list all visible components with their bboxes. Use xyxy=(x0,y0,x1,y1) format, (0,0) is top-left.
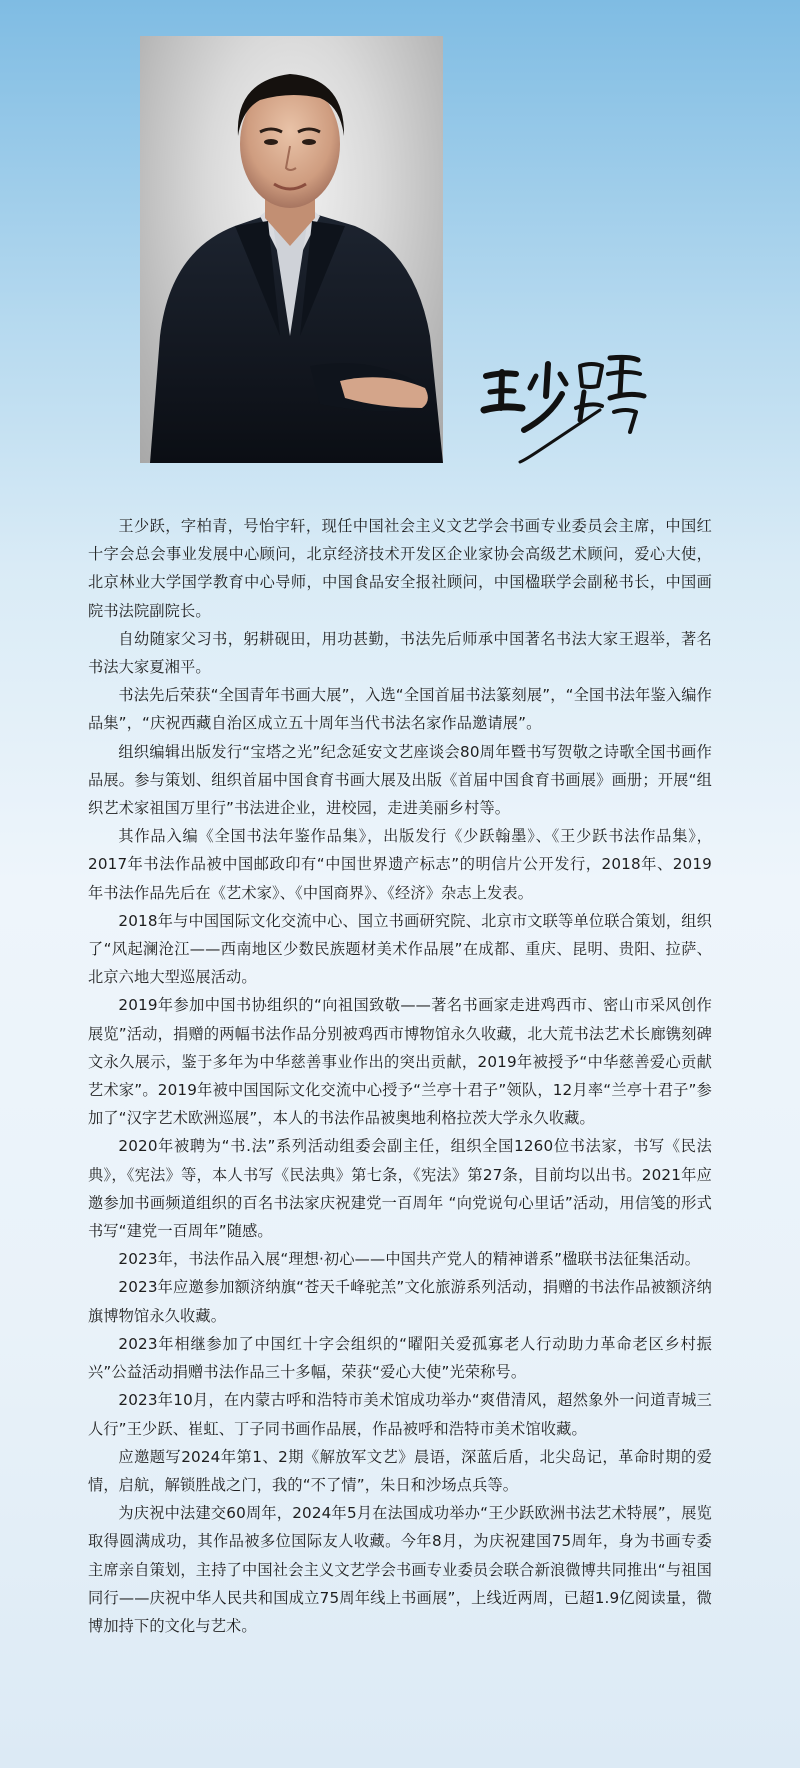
bio-paragraph-2018: 2018年与中国国际文化交流中心、国立书画研究院、北京市文联等单位联合策划，组织了“风起澜沧江——西南地区少数民族题材美术作品展”在成都、重庆、昆明、贵阳、拉萨、北京六地大型巡展活动。 xyxy=(88,911,712,987)
bio-paragraph-2023-red-cross: 2023年相继参加了中国红十字会组织的“曜阳关爱孤寡老人行动助力革命老区乡村振兴”公益活动捐赠书法作品三十多幅，荣获“爱心大使”光荣称号。 xyxy=(88,1334,712,1382)
portrait-illustration xyxy=(140,36,443,463)
bio-paragraph-2024-inscriptions: 应邀题写2024年第1、2期《解放军文艺》晨语，深蓝后盾，北尖岛记，革命时期的爱情，启航，解锁胜战之门，我的“不了情”，朱日和沙场点兵等。 xyxy=(88,1447,712,1494)
biography-text xyxy=(88,512,712,1640)
bio-paragraph-2023-hohhot: 2023年10月，在内蒙古呼和浩特市美术馆成功举办“爽借清风，超然象外一问道青城三人行”王少跃、崔虹、丁子同书画作品展，作品被呼和浩特市美术馆收藏。 xyxy=(88,1391,712,1438)
bio-paragraph-2024-france: 为庆祝中法建交60周年，2024年5月在法国成功举办“王少跃欧洲书法艺术特展”，展览取得圆满成功，其作品被多位国际友人收藏。今年8月，为庆祝建国75周年，身为书画专委主席亲自策划，主持了中国社会主义文艺学会书画专业委员会联合新浪微博共同推出“与祖国同行——庆祝中华人民共和国成立75周年线上书画展”，上线近两周，已超1.9亿阅读量，微博加持下的文化与艺术。 xyxy=(88,1504,712,1635)
bio-paragraph-publications: 其作品入编《全国书法年鉴作品集》，出版发行《少跃翰墨》、《王少跃书法作品集》，2017年书法作品被中国邮政印有“中国世界遗产标志”的明信片公开发行，2018年、2019年书法作品先后在《艺术家》、《中国商界》、《经济》杂志上发表。 xyxy=(88,827,712,902)
calligraphy-signature xyxy=(480,350,650,465)
bio-paragraph-2020-2021: 2020年被聘为“书.法”系列活动组委会副主任，组织全国1260位书法家，书写《民法典》，《宪法》等，本人书写《民法典》第七条，《宪法》第27条，目前均以出书。2021年应邀参加书画频道组织的百名书法家庆祝建党一百周年 “向党说句心里话”活动，用信笺的形式书写“建党一百周年”随感。 xyxy=(88,1137,712,1241)
bio-paragraph-exhibitions-organized: 组织编辑出版发行“宝塔之光”纪念延安文艺座谈会80周年暨书写贺敬之诗歌全国书画作品展。参与策划、组织首届中国食育书画大展及出版《首届中国食育书画展》画册；开展“组织艺术家祖国万里行”书法进企业，进校园，走进美丽乡村等。 xyxy=(88,742,712,818)
bio-paragraph-2023-ejina: 2023年应邀参加额济纳旗“苍天千峰驼羔”文化旅游系列活动，捐赠的书法作品被额济纳旗博物馆永久收藏。 xyxy=(88,1278,712,1325)
portrait-photo xyxy=(140,36,443,463)
signature-brush-strokes xyxy=(480,350,650,465)
bio-paragraph-training: 自幼随家父习书，躬耕砚田，用功甚勤，书法先后师承中国著名书法大家王遐举，著名书法大家夏湘平。 xyxy=(88,629,712,677)
bio-paragraph-2019: 2019年参加中国书协组织的“向祖国致敬——著名书画家走进鸡西市、密山市采风创作展览”活动，捐赠的两幅书法作品分别被鸡西市博物馆永久收藏，北大荒书法艺术长廊镌刻碑文永久展示，鉴于多年为中华慈善事业作出的突出贡献，2019年被授予“中华慈善爱心贡献艺术家”。2019年被中国国际文化交流中心授予“兰亭十君子”领队，12月率“兰亭十君子”参加了“汉字艺术欧洲巡展”，本人的书法作品被奥地利格拉茨大学永久收藏。 xyxy=(88,996,712,1128)
bio-paragraph-intro: 王少跃，字柏青，号怡宇轩，现任中国社会主义文艺学会书画专业委员会主席，中国红十字会总会事业发展中心顾问，北京经济技术开发区企业家协会高级艺术顾问，爱心大使，北京林业大学国学教育中心导师，中国食品安全报社顾问，中国楹联学会副秘书长，中国画院书法院副院长。 xyxy=(88,517,712,620)
bio-paragraph-2023-ideal: 2023年，书法作品入展“理想·初心——中国共产党人的精神谱系”楹联书法征集活动。 xyxy=(118,1250,701,1269)
bio-paragraph-awards: 书法先后荣获“全国青年书画大展”，入选“全国首届书法篆刻展”，“全国书法年鉴入编作品集”，“庆祝西藏自治区成立五十周年当代书法名家作品邀请展”。 xyxy=(88,686,712,733)
